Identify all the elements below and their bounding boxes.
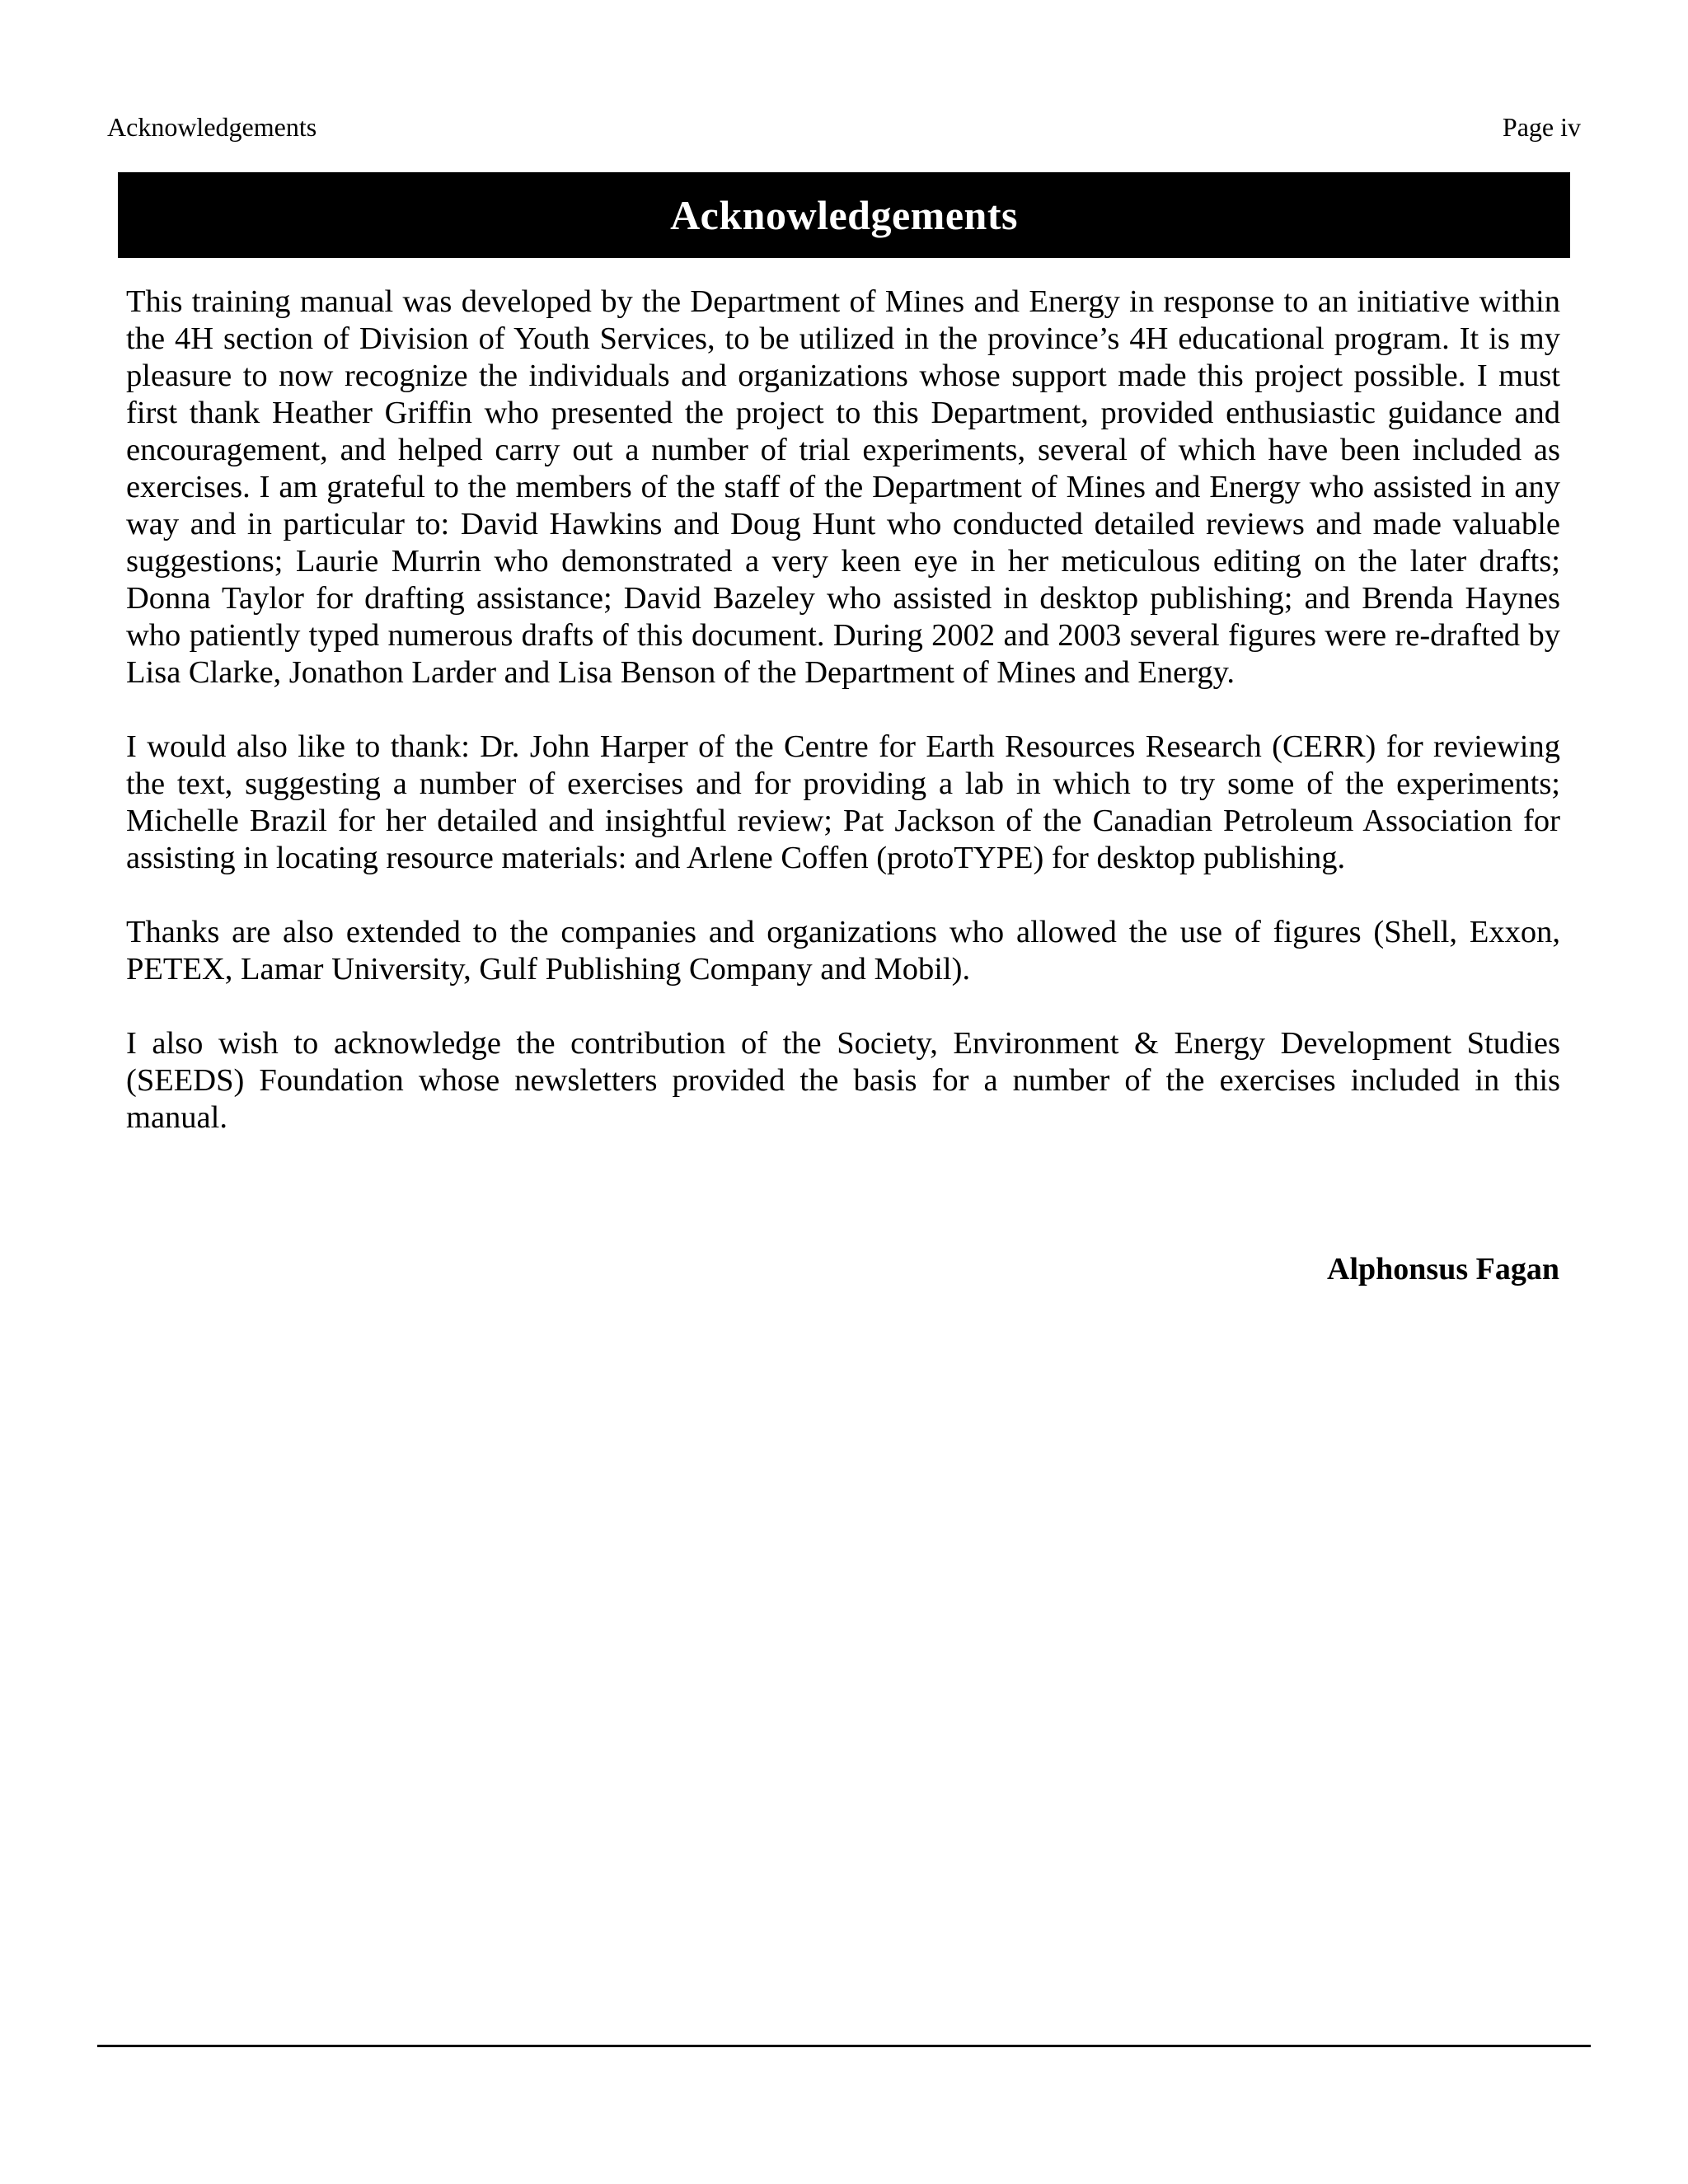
- body-text: [126, 284, 1560, 1174]
- page-number: Page iv: [1502, 112, 1581, 142]
- paragraph-2: I would also like to thank: Dr. John Harper of the Centre for Earth Resources Research (CERR) for reviewing the text, suggesting a number of exercises and for providing a lab in which to try some of the experiments; Michelle Brazil for her detailed and insightful review; Pat Jackson of the Canadian Petroleum Association for assisting in locating resource materials: and Arlene Coffen (protoTYPE) for desktop publishing.: [126, 729, 1560, 875]
- title-banner: [118, 172, 1570, 258]
- running-header-section: Acknowledgements: [107, 112, 317, 142]
- running-header: [107, 109, 1581, 145]
- page-title: Acknowledgements: [670, 192, 1018, 238]
- paragraph-1: This training manual was developed by the Department of Mines and Energy in response to an initiative within the 4H section of Division of Youth Services, to be utilized in the province’s 4H educational program. It is my pleasure to now recognize the individuals and organizations whose support made this project possible. I must first thank Heather Griffin who presented the project to this Department, provided enthusiastic guidance and encouragement, and helped carry out a number of trial experiments, several of which have been included as exercises. I am grateful to the members of the staff of the Department of Mines and Energy who assisted in any way and in particular to: David Hawkins and Doug Hunt who conducted detailed reviews and made valuable suggestions; Laurie Murrin who demonstrated a very keen eye in her meticulous editing on the later drafts; Donna Taylor for drafting assistance; David Bazeley who assisted in desktop publishing; and Brenda Haynes who patiently typed numerous drafts of this document. During 2002 and 2003 several figures were re-drafted by Lisa Clarke, Jonathon Larder and Lisa Benson of the Department of Mines and Energy.: [126, 284, 1560, 690]
- footer-divider: [97, 2045, 1591, 2047]
- signature: Alphonsus Fagan: [1327, 1252, 1559, 1286]
- paragraph-4: I also wish to acknowledge the contribution of the Society, Environment & Energy Development Studies (SEEDS) Foundation whose newsletters provided the basis for a number of the exercises included in this manual.: [126, 1026, 1560, 1135]
- paragraph-3: Thanks are also extended to the companies and organizations who allowed the use of figures (Shell, Exxon, PETEX, Lamar University, Gulf Publishing Company and Mobil).: [126, 915, 1560, 987]
